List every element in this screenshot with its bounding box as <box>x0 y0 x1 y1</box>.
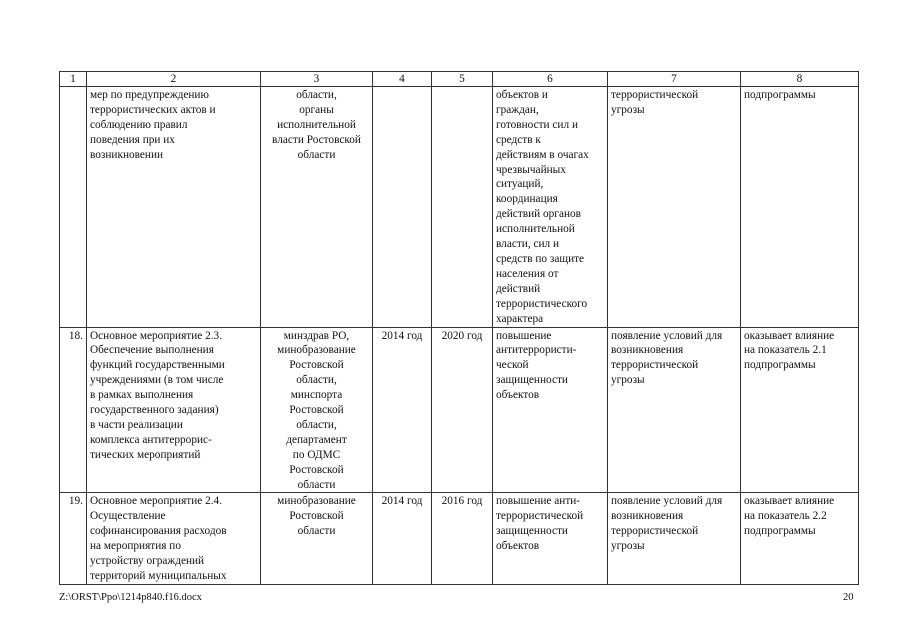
end-year-cell <box>432 87 493 328</box>
cell-text-line: Осуществление <box>90 510 166 523</box>
table-row <box>60 493 859 584</box>
cell-text-line: власти Ростовской <box>272 133 361 146</box>
cell-text-line: возникновении <box>90 148 164 161</box>
cell-text-line: на показатель 2.2 <box>744 510 827 523</box>
cell-text-line: области, <box>296 89 337 101</box>
cell-text-line: защищенности <box>496 374 568 387</box>
table-body <box>60 72 859 585</box>
cell-text-line: террористического <box>496 297 588 310</box>
cell-text-line: минздрав РО, <box>283 329 350 342</box>
cell-text-line: 2016 год <box>441 495 483 508</box>
cell-text-line: устройству ограждений <box>90 555 205 568</box>
cell-text-line: Основное мероприятие 2.4. <box>90 495 223 508</box>
cell-text-line: территорий муниципальных <box>90 570 227 582</box>
expected-result-cell <box>493 327 608 493</box>
consequence-cell <box>608 327 741 493</box>
executor-cell <box>261 327 373 493</box>
cell-text-line: софинансирования расходов <box>90 525 227 538</box>
cell-text-line: Ростовской <box>289 359 344 372</box>
cell-text-line: антитеррористи- <box>496 344 577 357</box>
cell-text-line: в части реализации <box>90 418 183 431</box>
cell-text-line: ческой <box>496 359 529 372</box>
cell-text-line: минспорта <box>290 389 343 402</box>
cell-text-line: минобразование <box>277 344 356 357</box>
page-number: 20 <box>843 592 854 603</box>
cell-text-line: террористических актов и <box>90 103 216 116</box>
end-year-cell <box>432 327 493 493</box>
executor-cell <box>261 493 373 584</box>
cell-text-line: возникновения <box>611 344 684 357</box>
cell-text-line: повышение <box>496 329 552 342</box>
cell-text-line: учреждениями (в том числе <box>90 374 224 387</box>
cell-text-line: террористической <box>611 359 699 372</box>
cell-text-line: поведения при их <box>90 133 175 146</box>
column-number: 8 <box>741 72 859 87</box>
cell-text-line: угрозы <box>611 540 645 553</box>
cell-text-line: Ростовской <box>289 510 344 523</box>
cell-text-line: мер по предупреждению <box>90 89 209 101</box>
measure-cell <box>87 87 261 328</box>
cell-text-line: Ростовской <box>289 463 344 476</box>
column-number: 1 <box>60 72 87 87</box>
column-number: 4 <box>373 72 432 87</box>
cell-text-line: граждан, <box>496 103 539 116</box>
cell-text-line: защищенности <box>496 525 568 538</box>
cell-text-line: власти, сил и <box>496 238 560 251</box>
cell-text-line: области <box>297 148 336 161</box>
cell-text-line: чрезвычайных <box>496 163 566 176</box>
cell-text-line: минобразование <box>277 495 356 508</box>
file-path: Z:\ORST\Ppo\1214p840.f16.docx <box>59 592 202 603</box>
cell-text-line: оказывает влияние <box>744 329 835 342</box>
cell-text-line: тических мероприятий <box>90 448 201 461</box>
cell-text-line: появление условий для <box>611 329 723 342</box>
cell-text-line: действий <box>496 282 541 295</box>
cell-text-line: департамент <box>286 433 347 446</box>
column-number: 6 <box>493 72 608 87</box>
cell-text-line: появление условий для <box>611 495 723 508</box>
cell-text-line: объектов <box>496 540 540 553</box>
cell-text-line: функций государственными <box>90 359 225 372</box>
cell-text-line: повышение анти- <box>496 495 581 508</box>
column-number: 5 <box>432 72 493 87</box>
cell-text-line: готовности сил и <box>496 118 578 131</box>
cell-text-line: области <box>297 525 336 538</box>
cell-text-line: органы <box>299 103 334 116</box>
cell-text-line: террористической <box>611 525 699 538</box>
column-number: 7 <box>608 72 741 87</box>
column-number: 3 <box>261 72 373 87</box>
expected-result-cell <box>493 493 608 584</box>
table-row <box>60 87 859 328</box>
cell-text-line: на мероприятия по <box>90 540 181 553</box>
cell-text-line: в рамках выполнения <box>90 389 194 402</box>
consequence-cell <box>608 493 741 584</box>
end-year-cell <box>432 493 493 584</box>
cell-text-line: действиям в очагах <box>496 148 589 161</box>
cell-text-line: 2014 год <box>381 495 423 508</box>
program-table <box>59 71 859 585</box>
column-number: 2 <box>87 72 261 87</box>
cell-text-line: по ОДМС <box>292 448 341 461</box>
indicator-link-cell <box>741 327 859 493</box>
cell-text-line: объектов и <box>496 89 548 101</box>
cell-text-line: средств к <box>496 133 541 146</box>
cell-text-line: исполнительной <box>277 118 356 131</box>
cell-text-line: характера <box>496 312 544 325</box>
row-number <box>60 87 87 328</box>
indicator-link-cell <box>741 87 859 328</box>
consequence-cell <box>608 87 741 328</box>
cell-text-line: 2020 год <box>441 329 483 342</box>
executor-cell <box>261 87 373 328</box>
cell-text-line: террористической <box>496 510 584 523</box>
cell-text-line: угрозы <box>611 374 645 387</box>
cell-text-line: области, <box>296 374 337 387</box>
cell-text-line: на показатель 2.1 <box>744 344 827 357</box>
cell-text-line: соблюдению правил <box>90 118 188 131</box>
cell-text-line: исполнительной <box>496 223 575 236</box>
measure-cell <box>87 493 261 584</box>
cell-text-line: средств по защите <box>496 252 585 265</box>
cell-text-line: объектов <box>496 389 540 402</box>
start-year-cell <box>373 327 432 493</box>
cell-text-line: государственного задания) <box>90 404 219 417</box>
cell-text-line: ситуаций, <box>496 178 544 191</box>
cell-text-line: Обеспечение выполнения <box>90 344 214 357</box>
cell-text-line: комплекса антитеррорис- <box>90 433 212 446</box>
cell-text-line: подпрограммы <box>744 359 816 372</box>
cell-text-line: области <box>297 478 336 491</box>
start-year-cell <box>373 87 432 328</box>
column-number-row <box>60 72 859 87</box>
row-number: 19. <box>60 493 87 584</box>
indicator-link-cell <box>741 493 859 584</box>
cell-text-line: области, <box>296 418 337 431</box>
cell-text-line: населения от <box>496 267 559 280</box>
cell-text-line: 2014 год <box>381 329 423 342</box>
start-year-cell <box>373 493 432 584</box>
cell-text-line: Основное мероприятие 2.3. <box>90 329 223 342</box>
cell-text-line: возникновения <box>611 510 684 523</box>
measure-cell <box>87 327 261 493</box>
table-row <box>60 327 859 493</box>
cell-text-line: угрозы <box>611 103 645 116</box>
cell-text-line: координация <box>496 193 558 206</box>
cell-text-line: подпрограммы <box>744 525 816 538</box>
cell-text-line: действий органов <box>496 208 581 221</box>
cell-text-line: террористической <box>611 89 699 101</box>
cell-text-line: Ростовской <box>289 404 344 417</box>
cell-text-line: подпрограммы <box>744 89 816 101</box>
expected-result-cell <box>493 87 608 328</box>
cell-text-line: оказывает влияние <box>744 495 835 508</box>
row-number: 18. <box>60 327 87 493</box>
